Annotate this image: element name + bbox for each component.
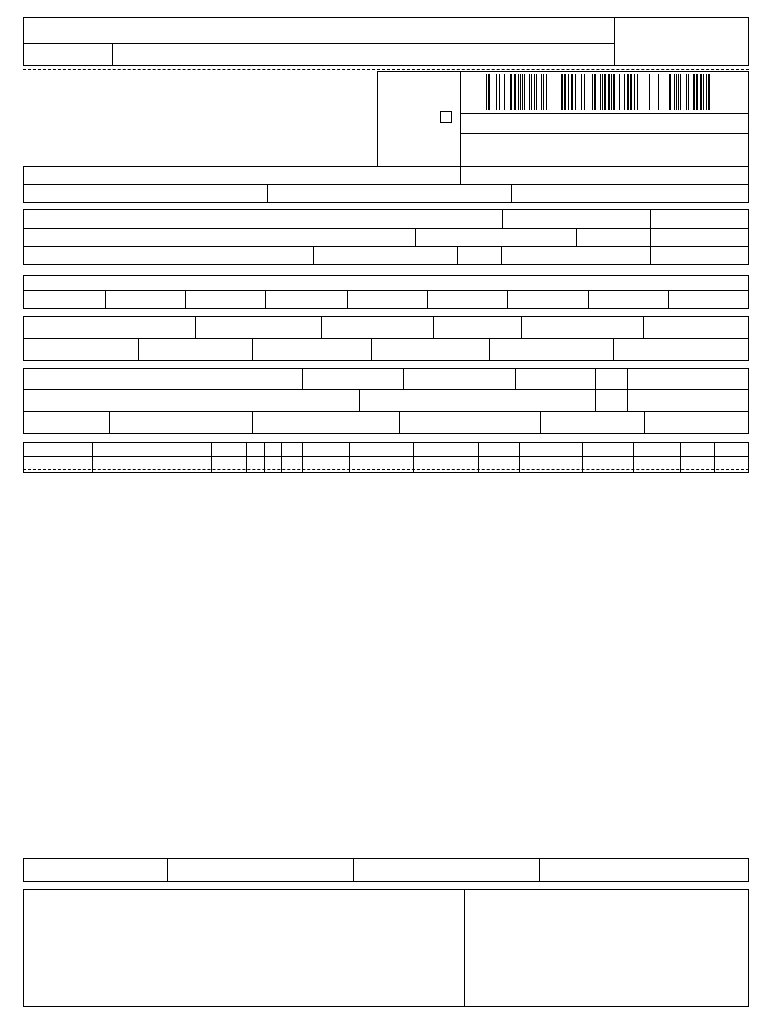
- carrier-cell-divider: [399, 411, 400, 434]
- invoice-row-divider: [23, 290, 749, 291]
- tax-cell-divider: [613, 338, 614, 361]
- items-row-separator: [23, 469, 749, 470]
- invoice-cell-divider: [507, 290, 508, 309]
- reserved-label: [465, 890, 747, 904]
- tax-cell-divider: [371, 338, 372, 361]
- tax-cell-divider: [489, 338, 490, 361]
- recipient-cell-divider: [502, 209, 503, 228]
- carrier-cell-divider: [359, 389, 360, 411]
- registration-row: [23, 184, 749, 203]
- recipient-cell-divider: [415, 228, 416, 246]
- service-section: [23, 858, 749, 882]
- items-column-divider: [211, 442, 212, 473]
- items-header-divider: [23, 456, 749, 457]
- receipt-signature-label: [113, 44, 613, 65]
- items-column-divider: [246, 442, 247, 473]
- access-key-label: [461, 114, 747, 132]
- recipient-cell-divider: [313, 246, 314, 265]
- tax-cell-divider: [433, 316, 434, 338]
- recipient-cell-divider: [650, 209, 651, 265]
- barcode-image: [486, 74, 712, 110]
- authorization-label: [461, 134, 747, 165]
- carrier-cell-divider: [302, 368, 303, 389]
- carrier-section: [23, 368, 749, 434]
- invoice-cell-divider: [265, 290, 266, 309]
- carrier-cell-divider: [627, 368, 628, 411]
- tax-row-divider: [23, 338, 749, 339]
- items-column-divider: [413, 442, 414, 473]
- recipient-cell-divider: [457, 246, 458, 265]
- carrier-cell-divider: [109, 411, 110, 434]
- invoice-cell-divider: [427, 290, 428, 309]
- issuer-name: [26, 76, 374, 96]
- recipient-section: [23, 209, 749, 265]
- receipt-date-label: [24, 44, 112, 65]
- invoice-cell-divider: [668, 290, 669, 309]
- additional-info-divider: [464, 889, 465, 1007]
- tax-cell-divider: [252, 338, 253, 361]
- cut-line: [23, 69, 749, 70]
- receipt-company-label: [24, 18, 614, 42]
- in-out-checkbox[interactable]: [440, 111, 452, 123]
- items-column-divider: [680, 442, 681, 473]
- items-column-divider: [633, 442, 634, 473]
- tax-cell-divider: [138, 338, 139, 361]
- recipient-cell-divider: [501, 246, 502, 265]
- additional-info-section: [23, 889, 749, 1007]
- tax-cell-divider: [643, 316, 644, 338]
- registration-divider: [267, 184, 268, 203]
- carrier-cell-divider: [252, 411, 253, 434]
- service-cell-divider: [167, 858, 168, 882]
- invoice-section: [23, 275, 749, 309]
- invoice-cell-divider: [347, 290, 348, 309]
- receipt-number-label: [615, 18, 747, 65]
- carrier-cell-divider: [515, 368, 516, 389]
- items-column-divider: [302, 442, 303, 473]
- recipient-row-divider: [23, 228, 749, 229]
- recipient-row-divider: [23, 246, 749, 247]
- items-column-divider: [264, 442, 265, 473]
- carrier-row-divider: [23, 411, 749, 412]
- carrier-cell-divider: [540, 411, 541, 434]
- tax-cell-divider: [321, 316, 322, 338]
- items-column-divider: [92, 442, 93, 473]
- tax-cell-divider: [521, 316, 522, 338]
- carrier-cell-divider: [644, 411, 645, 434]
- items-column-divider: [478, 442, 479, 473]
- carrier-row-divider: [23, 389, 749, 390]
- invoice-cell-divider: [185, 290, 186, 309]
- invoice-cell-divider: [588, 290, 589, 309]
- items-column-divider: [281, 442, 282, 473]
- service-cell-divider: [353, 858, 354, 882]
- tax-cell-divider: [195, 316, 196, 338]
- additional-info-label: [24, 890, 462, 904]
- items-column-divider: [349, 442, 350, 473]
- items-column-divider: [714, 442, 715, 473]
- invoice-cell-divider: [105, 290, 106, 309]
- protocol-value: [461, 167, 747, 184]
- items-column-divider: [519, 442, 520, 473]
- recipient-cell-divider: [576, 228, 577, 246]
- issuer-address: [26, 98, 374, 138]
- registration-divider: [511, 184, 512, 203]
- items-column-divider: [582, 442, 583, 473]
- carrier-cell-divider: [595, 368, 596, 411]
- service-cell-divider: [539, 858, 540, 882]
- document-type-label: [379, 74, 459, 104]
- carrier-cell-divider: [403, 368, 404, 389]
